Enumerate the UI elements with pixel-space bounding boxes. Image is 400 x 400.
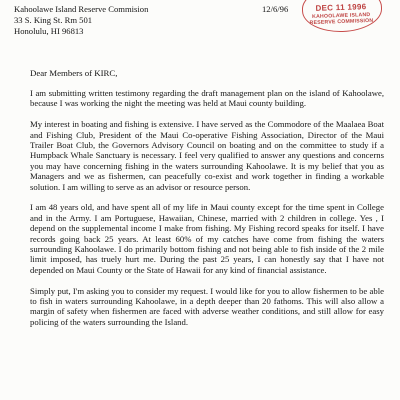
paragraph-1: I am submitting written testimony regarding the draft management plan on the island of Kahoolawe, because I was working the night the meeting was held at Maui county building. [30, 88, 384, 109]
stamp-line-1: KAHOOLAWE ISLAND [312, 11, 371, 21]
address-line-3: Honolulu, HI 96813 [14, 26, 84, 36]
paragraph-4: Simply put, I'm asking you to consider my request. I would like for you to allow fishermen to be able to fish in waters surrounding Kahoolawe, in a depth deeper than 20 fathoms. This will also allow a margin of safety when fishermen are faced with adverse weather conditions, and still allow for easy policing of the waters surrounding the Island. [30, 285, 384, 327]
address-line-2: 33 S. King St. Rm 501 [14, 15, 93, 25]
paragraph-2: My interest in boating and fishing is extensive. I have served as the Commodore of the Maalaea Boat and Fishing Club, President of the Maui Co-operative Fishing Association, Director of the Maui Trailer Boat Club, the Governors Advisory Council on boating and on the committee to study if a Humpback Whale Sanctuary is necessary. I feel very qualified to answer any questions and concerns you may have concerning fishing in the waters surrounding Kahoolawe. It is my belief that you as Managers and we as fishermen, can peacefully co-exist and work together in finding a workable solution. I am willing to serve as an advisor or resource person. [30, 119, 384, 192]
stamp-date: DEC 11 1996 [315, 2, 367, 13]
letter-date: 12/6/96 [262, 4, 289, 14]
salutation: Dear Members of KIRC, [30, 68, 118, 78]
stamp-line-2: RESERVE COMMISSION [309, 17, 374, 27]
letter-body [30, 88, 384, 338]
received-stamp [299, 0, 383, 33]
address-line-1: Kahoolawe Island Reserve Commision [14, 4, 149, 14]
recipient-address [14, 4, 148, 37]
paragraph-3: I am 48 years old, and have spent all of my life in Maui county except for the time spent in College and in the Army. I am Portuguese, Hawaiian, Chinese, married with 2 children in college. Yes , I depend on the supplemental income I make from fishing. My Fishing record speaks for itself. I have records going back 25 years. At least 60% of my catches have come from fishing the waters surrounding Kahoolawe. I do primarily bottom fishing and not being able to fish inside of the 2 mile limit imposed, has truely hurt me. During the past 25 years, I can honestly say that I have not depended on Maui County or the State of Hawaii for any kind of financial assistance. [30, 202, 384, 275]
